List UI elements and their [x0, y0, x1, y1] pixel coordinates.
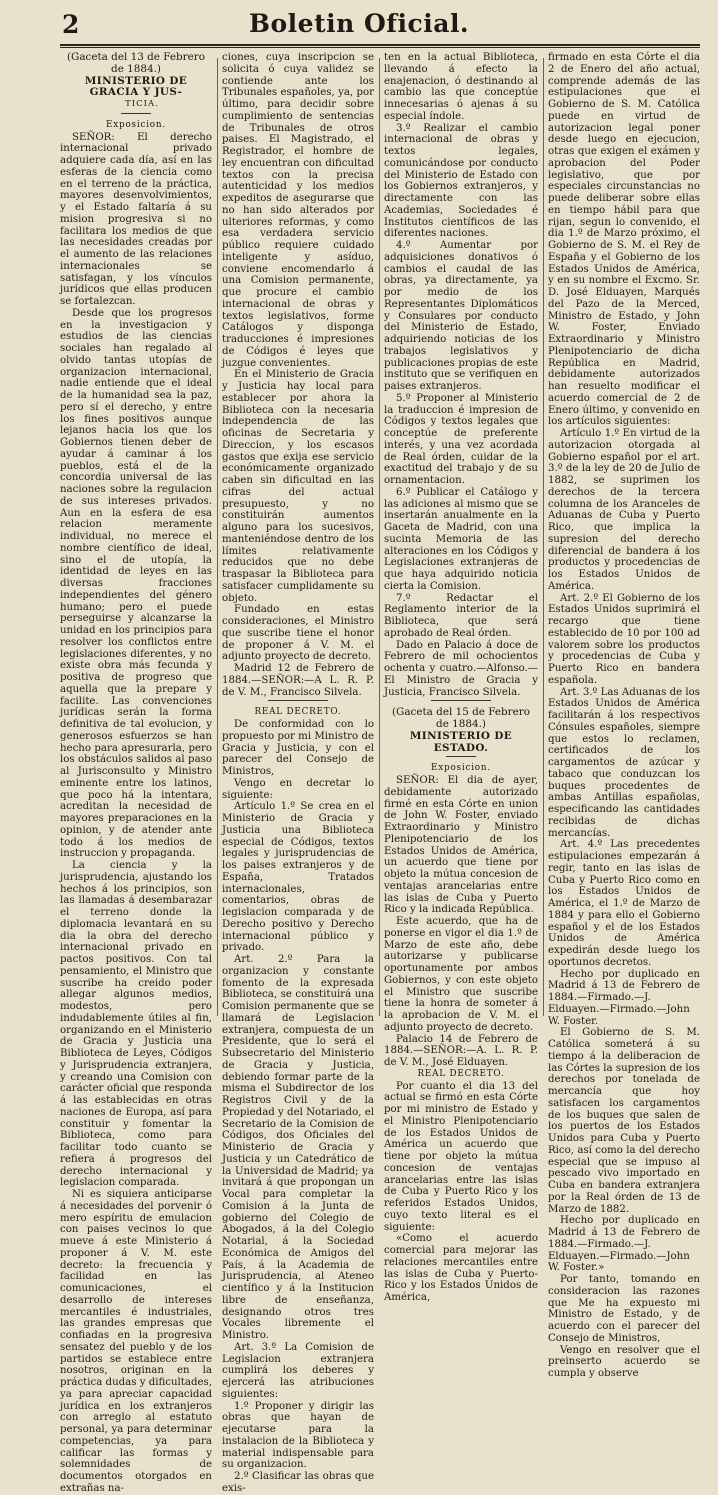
separator [268, 700, 328, 701]
page-number: 2 [62, 10, 80, 39]
paragraph: Hecho por duplicado en Madrid á 13 de Febrero de 1884.—Firmado.—J. Elduayen.—Firmado.—John W. Foster.» [548, 1215, 700, 1274]
paragraph: ten en la actual Biblioteca, llevando á efecto la enajenacion, ó destinando al cambio las que conceptúe innecesarias ó ajenas á su especial índole. [384, 52, 538, 122]
article: Art. 3.º Las Aduanas de los Estados Unidos de América facilitarán á los respectivos Cónsules españoles, siempre que estos lo reclamen, certificados de los cargamentos de azúcar y tabaco que conduzcan los buques procedentes de ambas Antillas españolas, especificando las cantidades recibidas de dichas mercancías. [548, 686, 700, 839]
column-4 [548, 52, 700, 1379]
section-heading: Exposicion. [431, 763, 491, 774]
article-item: 2.º Clasificar las obras que exis- [222, 1471, 374, 1494]
paragraph: Este acuerdo, que ha de ponerse en vigor el dia 1.º de Marzo de este año, debe autorizarse y publicarse oportunamente por ambos Gobiernos, y con este objeto el Ministro que suscribe tiene la honra de someter á la aprobacion de V. M. el adjunto proyecto de decreto. [384, 916, 538, 1033]
header-rule-thin [60, 47, 700, 48]
paragraph: Desde que los progresos en la investigacion y estudios de las ciencias sociales han regalado al olvido tantas utopías de organizacion internacional, nadie entiende que el ideal de la humanidad sea la paz, pero sí el derecho, y entre los fines positivos aunque lejanos hacia los que los Gobiernos tienen deber de ayudar á caminar á los pueblos, está el de la concordia universal de las naciones sobre la regulacion de sus intereses privados. Aun en la esfera de esa relacion meramente individual, no merece el nombre científico de ideal, sino el de utopía, la identidad de leyes en las diversas fracciones independientes del género humano; pero el puede perseguirse y alcanzarse la unidad en los principios para resolver los conflictos entre legislaciones diferentes, y no existe obra más fecunda y positiva de progreso que aquella que la prepare y facilite. Las convenciones jurídicas serán la forma definitiva de tal evolucion, y generosos esfuerzos se han hecho para apresurarla, pero los obstáculos salidos al paso al Jurisconsulto y Ministro eminente entre los latinos, que poco há la intentara, acreditan la necesidad de mayores preparaciones en la opinion, y de atender ante todo á los medios de instruccion y propaganda. [60, 307, 212, 860]
article-item: 1.º Proponer y dirigir las obras que hayan de ejecutarse para la instalacion de la Biblioteca y material indispensable para su organizacion. [222, 1400, 374, 1471]
gazette-reference: (Gaceta del 15 de Febrero de 1884.) [391, 706, 531, 730]
paragraph: Vengo en resolver que el preinserto acuerdo se cumpla y observe [548, 1344, 700, 1379]
article: Art. 2.º Para la organizacion y constante fomento de la expresada Biblioteca, se constituirá una Comision permanente que se llamará de Legislacion extranjera, compuesta de un Presidente, que lo será el Subsecretario del Ministerio de Gracia y Justicia, debiendo formar parte de la misma el Subdirector de los Registros Civil y de la Propiedad y del Notariado, el Secretario de la Comision de Códigos, dos Oficiales del Ministerio de Gracia y Justicia y un Catedrático de la Universidad de Madrid; ya invitará á que propongan un Vocal para completar la Comision á la Junta de gobierno del Colegio de Abogados, á la del Colegio Notarial, á la Sociedad Económica de Amigos del País, á la Academia de Jurisprudencia, al Ateneo científico y á la Institucion libre de enseñanza, designando otros tres Vocales libremente el Ministro. [222, 954, 374, 1341]
signature: Madrid 12 de Febrero de 1884.—SEÑOR:—A L. R. P. de V. M., Francisco Silvela. [222, 663, 374, 698]
column-divider [543, 58, 544, 1016]
article: Art. 3.º La Comision de Legislacion extranjera cumplirá los deberes y ejercerá las atribuciones siguientes: [222, 1341, 374, 1400]
gazette-reference: (Gaceta del 13 de Febrero de 1884.) [66, 51, 206, 75]
paragraph: El Gobierno de S. M. Católica someterá á su tiempo á la deliberacion de las Córtes la supresion de los derechos por tonelada de mercancía que hoy satisfacen los cargamentos de los buques que salen de los puertos de los Estados Unidos para Cuba y Puerto Rico, así como la del derecho especial que se impuso al pescado vivo importado en Cuba en bandera extranjera por la Real órden de 13 de Marzo de 1882. [548, 1027, 700, 1215]
ministry-heading: MINISTERIO DE ESTADO. [409, 729, 513, 754]
separator [431, 700, 491, 701]
paragraph: Hecho por duplicado en Madrid á 13 de Febrero de 1884.—Firmado.—J. Elduayen.—Firmado.—John W. Foster. [548, 968, 700, 1027]
ministry-heading-cont: TICIA. [125, 99, 159, 109]
section-heading: REAL DECRETO. [417, 1068, 505, 1079]
paragraph: ciones, cuya inscripcion se solicita ó cuya validez se contiende ante los Tribunales españoles, ya, por último, para decidir sobre cumplimiento de sentencias de Tribunales de otros paises. El Magistrado, el Registrador, el hombre de ley encuentran con dificultad textos con la precisa autenticidad y los medios expeditos de asegurarse que no han sido alterados por ulteriores reformas, y como esa verdadera servicio público requiere cuidado inteligente y asíduo, conviene encomendarlo á una Comision permanente, que procure el cambio internacional de obras y textos legislativos, forme Catálogos y disponga traducciones é impresiones de Códigos é leyes que juzgue convenientes. [222, 52, 374, 369]
column-3 [384, 52, 538, 1303]
paragraph: En el Ministerio de Gracia y Justicia hay local para establecer por ahora la Biblioteca con la necesaria independencia de las oficinas de Secretaria y Direccion, y los escasos gastos que exija ese servicio económicamente organizado caben sin dificultad en las cifras del actual presupuesto, y no constituirán aumentos alguno para los sucesivos, manteniéndose dentro de los límites relativamente reducidos que no debe traspasar la Biblioteca para satisfacer cumplidamente su objeto. [222, 369, 374, 604]
ministry-heading: MINISTERIO DE GRACIA Y JUS- [84, 74, 188, 99]
masthead-title: Boletin Oficial. [248, 9, 470, 38]
article-item: 4.º Aumentar por adquisiciones donativos ó cambios el caudal de las obras, ya directamente, ya por medio de los Representantes Diplomáticos y Consulares por conducto del Ministerio de Estado, adquiriendo noticias de los trabajos legislativos y publicaciones propias de este instituto que se verifiquen en paises extranjeros. [384, 240, 538, 392]
paragraph: La ciencia y la jurisprudencia, ajustando los hechos á los principios, son las llamadas á desembarazar el terreno donde la diplomacia levantará en su dia la obra del derecho internacional privado en pactos positivos. Con tal pensamiento, el Ministro que suscribe ha creido poder allegar algunos medios, modestos, pero indudablemente útiles al fin, organizando en el Ministerio de Gracia y Justicia una Biblioteca de Leyes, Códigos y Jurisprudencia extranjera, y creando una Comision con carácter oficial que responda á las establecidas en otras naciones de Europa, así para constituir y fomentar la Biblioteca, como para facilitar todo cuanto se refiera á progresos del derecho internacional y legislacion comparada. [60, 860, 212, 1189]
paragraph: De conformidad con lo propuesto por mi Ministro de Gracia y Justicia, y con el parecer del Consejo de Ministros, [222, 719, 374, 777]
header-rule [60, 44, 700, 46]
paragraph: SEÑOR: El derecho internacional privado adquiere cada día, así en las esferas de la ciencia como en el terreno de la práctica, mayores desenvolvimientos, y el Estado faltaría á su mision progresiva si no facilitara los medios de que las necesidades creadas por el aumento de las relaciones internacionales se satisfagan, y los vínculos jurídicos que ellas producen se fortalezcan. [60, 131, 212, 307]
paragraph: «Como el acuerdo comercial para mejorar las relaciones mercantiles entre las islas de Cuba y Puerto-Rico y los Estados Unidos de América, [384, 1233, 538, 1303]
page-header [0, 0, 718, 46]
paragraph: SEÑOR: El dia de ayer, debidamente autorizado firmé en esta Córte en union de John W. Foster, enviado Extraordinario y Ministro Plenipotenciario de los Estados Unidos de América, un acuerdo que tiene por objeto la mútua concesion de ventajas arancelarias entre las islas de Cuba y Puerto Rico y la indicada República. [384, 775, 538, 916]
paragraph: Vengo en decretar lo siguiente: [222, 777, 374, 801]
section-heading: REAL DECRETO. [254, 707, 342, 718]
article-item: 3.º Realizar el cambio internacional de obras y textos legales, comunicándose por conducto del Ministerio de Estado con los Gobiernos extranjeros, y directamente con las Academias, Sociedades é Institutos científicos de las diferentes naciones. [384, 122, 538, 240]
article-item: 6.º Publicar el Catálogo y las adiciones al mismo que se insertarán anualmente en la Gaceta de Madrid, con una sucinta Memoria de las alteraciones en los Códigos y Legislaciones extranjeras de que haya adquirido noticia cierta la Comision. [384, 486, 538, 592]
text-columns [60, 51, 700, 1494]
section-heading: Exposicion. [106, 119, 166, 130]
separator [121, 113, 151, 114]
column-divider [379, 58, 380, 1016]
article: Artículo 1.º En virtud de la autorizacion otorgada al Gobierno español por el art. 3.º de la ley de 20 de Julio de 1882, se suprimen los derechos de la tercera columna de los Aranceles de Aduanas de Cuba y Puerto Rico, que implica la supresion del derecho diferencial de bandera á los productos y procedencias de los Estados Unidos de América. [548, 428, 700, 592]
article-item: 5.º Proponer al Ministerio la traduccion é impresion de Códigos y textos legales que conceptúe de preferente interés, y una vez acordada de Real órden, cuidar de la exactitud del trabajo y de su ornamentacion. [384, 392, 538, 486]
paragraph: Fundado en estas consideraciones, el Ministro que suscribe tiene el honor de proponer á V. M. el adjunto proyecto de decreto. [222, 604, 374, 663]
article: Artículo 1.º Se crea en el Ministerio de Gracia y Justicia una Biblioteca especial de Códigos, textos legales y jurisprudencias de los paises extranjeros y de España, Tratados internacionales, comentarios, obras de legislacion comparada y de Derecho positivo y Derecho internacional público y privado. [222, 801, 374, 954]
paragraph: firmado en esta Córte el dia 2 de Enero del año actual, comprende además de las estipulaciones que el Gobierno de S. M. Católica puede en virtud de autorizacion legal poner desde luego en ejecucion, otras que exigen el exámen y aprobacion del Poder legislativo, que por especiales circunstancias no puede deliberar sobre ellas en tiempo hábil para que rijan, segun lo convenido, el dia 1.º de Marzo próximo, el Gobierno de S. M. el Rey de España y el Gobierno de los Estados Unidos de América, y en su nombre el Excmo. Sr. D. José Elduayen, Marqués del Pazo de la Merced, Ministro de Estado, y John W. Foster, Enviado Extraordinario y Ministro Plenipotenciario de dicha República en Madrid, debidamente autorizados han resuelto modificar el acuerdo comercial de 2 de Enero último, y convenido en los artículos siguientes: [548, 52, 700, 428]
paragraph: Por tanto, tomando en consideracion las razones que Me ha expuesto mi Ministro de Estado, y de acuerdo con el parecer del Consejo de Ministros, [548, 1274, 700, 1344]
signature: Palacio 14 de Febrero de 1884.—SEÑOR:—A. L. R. P. de V. M., José Elduayen. [384, 1033, 538, 1068]
column-2 [222, 52, 374, 1494]
separator [446, 756, 476, 757]
signature: Dado en Palacio á doce de Febrero de mil ochocientos ochenta y cuatro.—Alfonso.—El Ministro de Gracia y Justicia, Francisco Silvela. [384, 639, 538, 698]
article-item: 7.º Redactar el Reglamento interior de la Biblioteca, que será aprobado de Real órden. [384, 592, 538, 639]
paragraph: Ni es siquiera anticiparse á necesidades del porvenir ó mero espíritu de emulacion con paises vecinos lo que mueve á este Ministerio á proponer á V. M. este decreto: la frecuencia y facilidad en las comunicaciones, el desarrollo de intereses mercantiles é industriales, las grandes empresas que confiadas en la progresiva sensatez del pueblo y de los partidos se establece entre nosotros, originan en la práctica dudas y dificultades, ya para apreciar capacidad jurídica en los extranjeros con arreglo al estatuto personal, ya para determinar competencias, ya para calificar las formas y solemnidades de documentos otorgados en extrañas na- [60, 1189, 212, 1494]
article: Art. 2.º El Gobierno de los Estados Unidos suprimirá el recargo que tiene establecido de 10 por 100 ad valorem sobre los productos y procedencias de Cuba y Puerto Rico en bandera española. [548, 592, 700, 686]
column-1 [60, 51, 212, 1494]
column-divider [217, 58, 218, 1016]
paragraph: Por cuanto el dia 13 del actual se firmó en esta Córte por mi ministro de Estado y el Ministro Plenipotenciario de los Estados Unidos de América un acuerdo que tiene por objeto la mútua concesion de ventajas arancelarias entre las islas de Cuba y Puerto Rico y los referidos Estados Unidos, cuyo texto literal es el siguiente: [384, 1080, 538, 1233]
article: Art. 4.º Las precedentes estipulaciones empezarán á regir, tanto en las islas de Cuba y Puerto Rico como en los Estados Unidos de América, el 1.º de Marzo de 1884 y para ello el Gobierno español y el de los Estados Unidos de América expedirán desde luego los oportunos decretos. [548, 839, 700, 968]
